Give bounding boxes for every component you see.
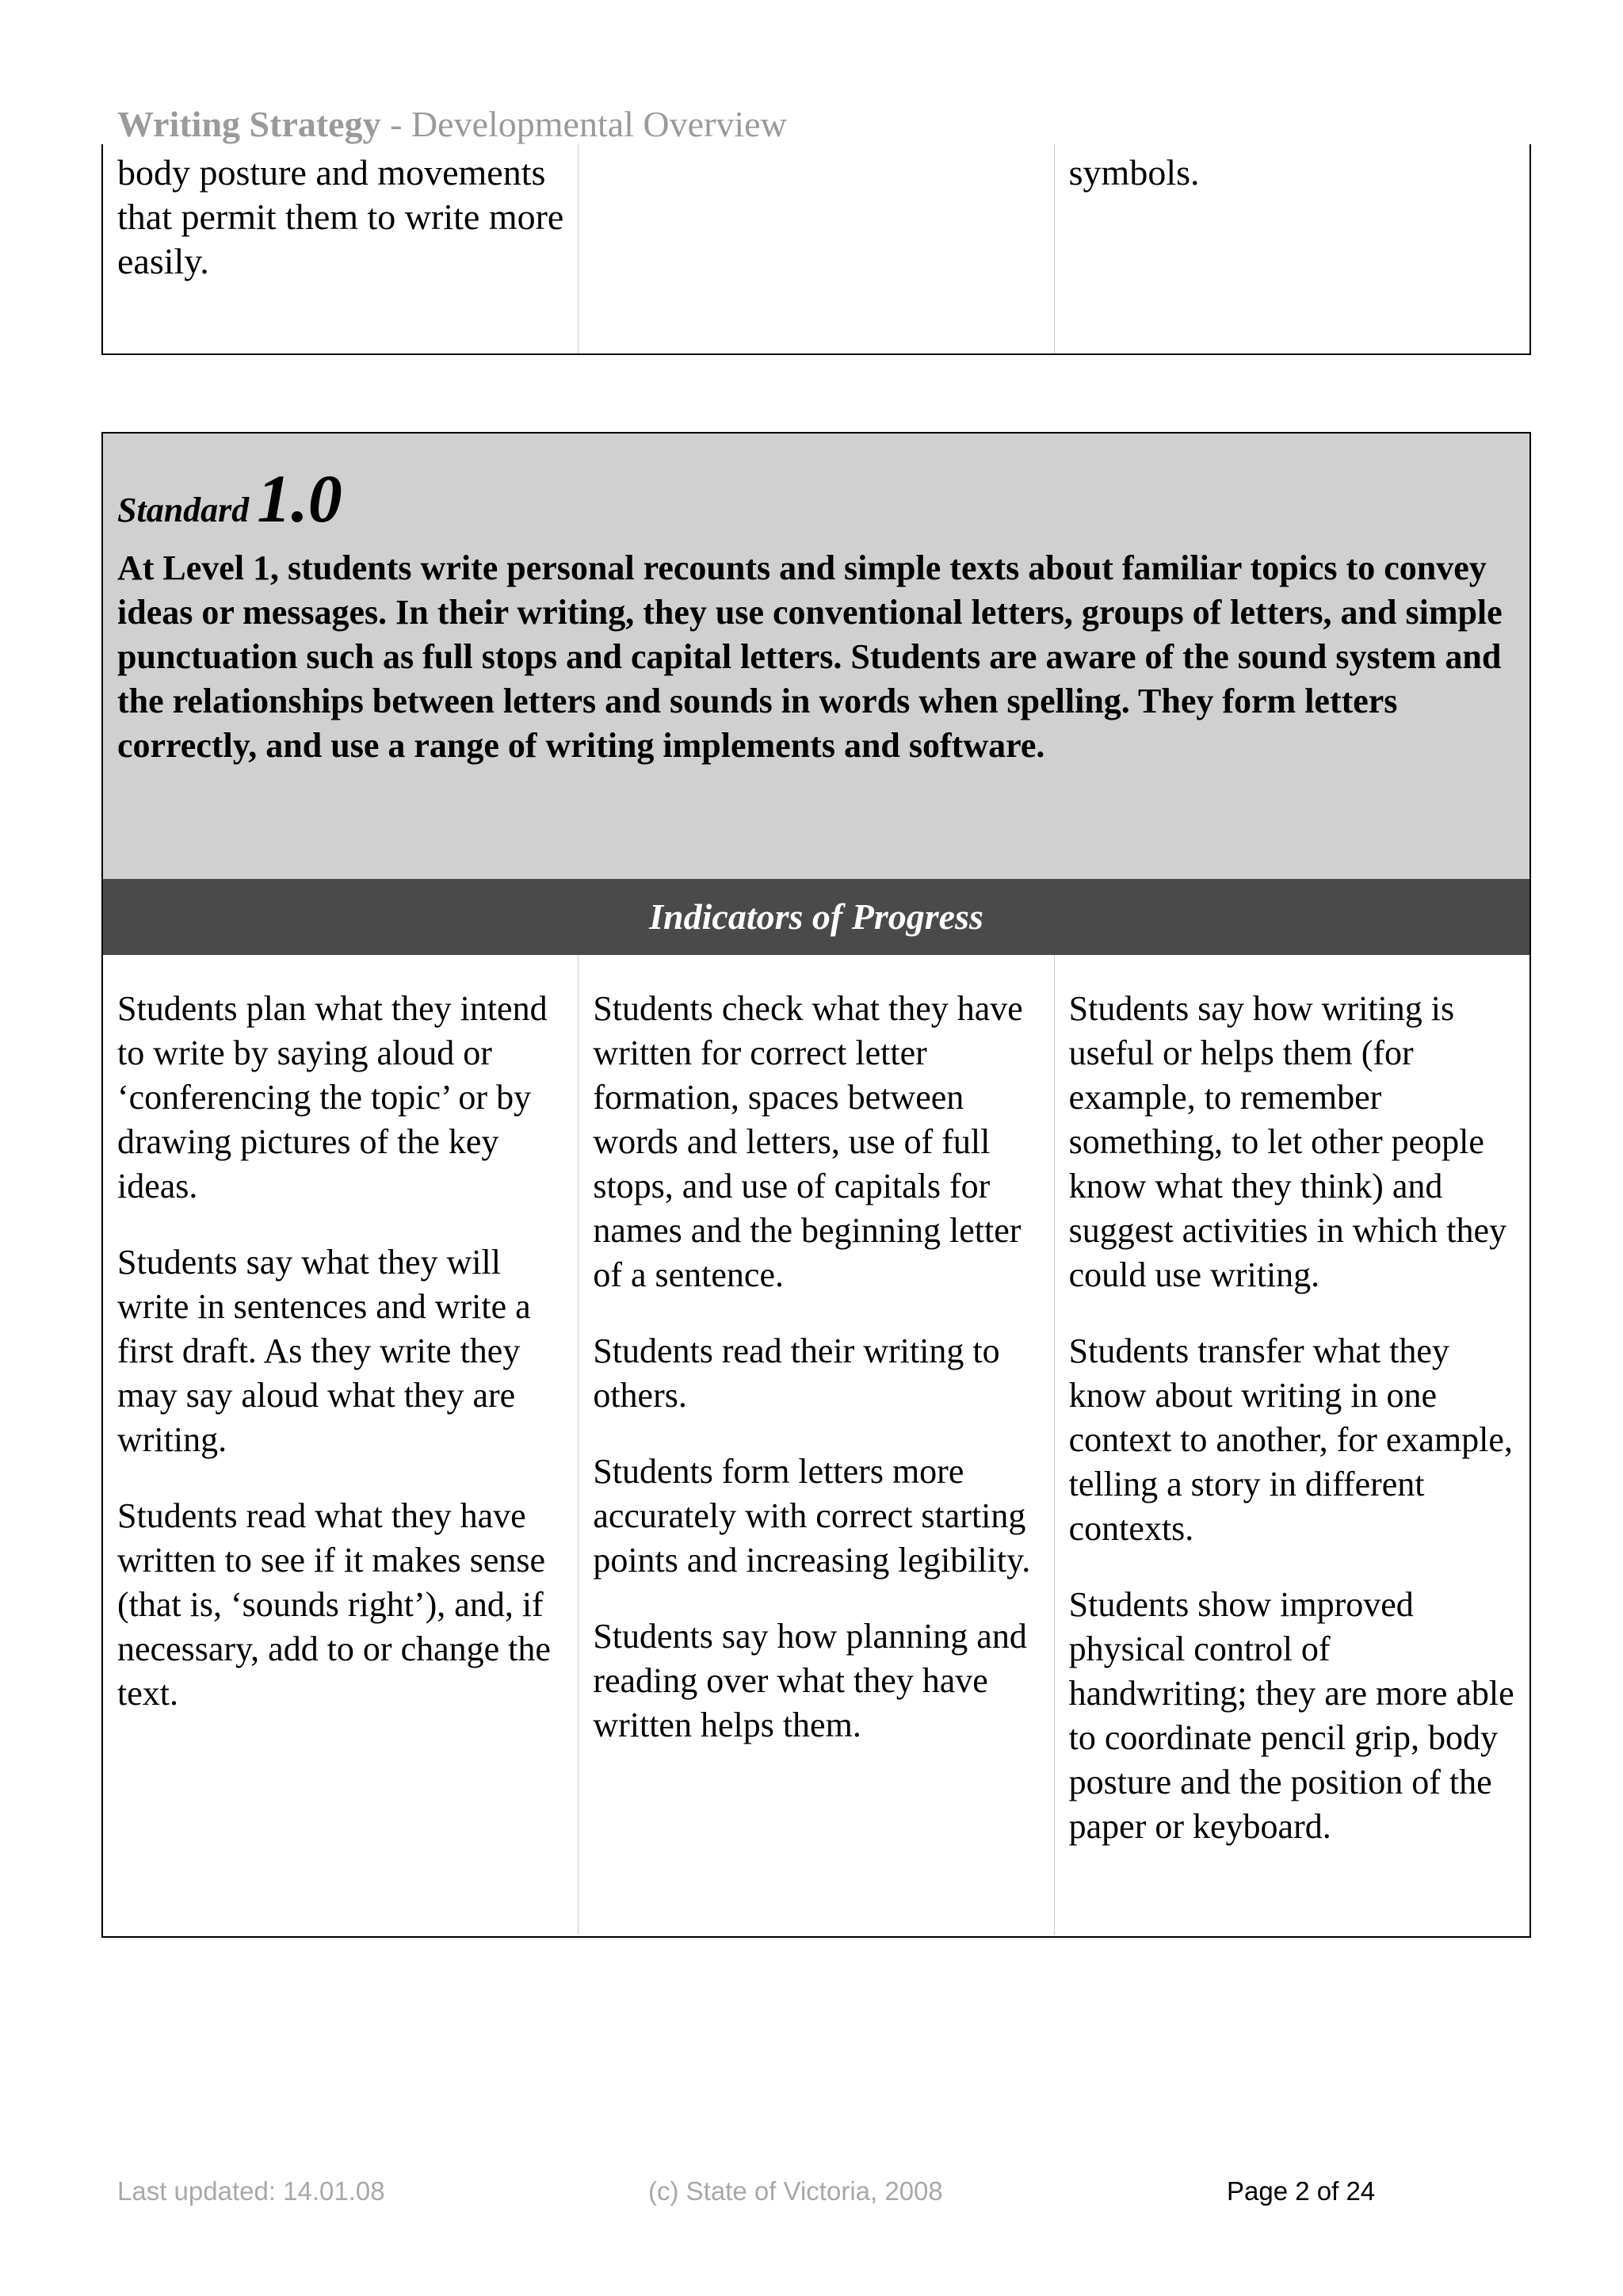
continued-col-2 bbox=[578, 144, 1053, 353]
header-title-rest: - Developmental Overview bbox=[380, 104, 787, 144]
indicator-item: Students plan what they intend to write by saying aloud or ‘conferencing the topic’ or by drawing pictures of the key ideas. bbox=[117, 989, 548, 1205]
continued-col-1: body posture and movements that permit them to write more easily. bbox=[117, 152, 564, 281]
indicator-item: Students say how planning and reading over what they have written helps them. bbox=[593, 1617, 1027, 1744]
indicator-item: Students say what they will write in sentences and write a first draft. As they write they may say aloud what they are writing. bbox=[117, 1243, 531, 1459]
indicator-item: Students form letters more accurately with correct starting points and increasing legibility. bbox=[593, 1452, 1031, 1580]
footer-page-number: Page 2 of 24 bbox=[1227, 2176, 1376, 2206]
indicators-heading: Indicators of Progress bbox=[103, 879, 1529, 955]
footer-last-updated: Last updated: 14.01.08 bbox=[117, 2176, 385, 2206]
standard-label: Standard bbox=[117, 491, 250, 529]
standard-number: 1.0 bbox=[257, 460, 342, 537]
indicator-item: Students transfer what they know about writing in one context to another, for example, telling a story in different contexts. bbox=[1068, 1331, 1513, 1548]
standard-header bbox=[103, 434, 1529, 879]
indicators-columns bbox=[103, 955, 1529, 1935]
continued-table bbox=[101, 144, 1531, 355]
indicators-col-3 bbox=[1054, 955, 1529, 1935]
standard-title bbox=[117, 451, 1515, 546]
indicator-item: Students read their writing to others. bbox=[593, 1331, 1000, 1415]
indicator-item: Students read what they have written to see if it makes sense (that is, ‘sounds right’), and, if necessary, add to or change the text. bbox=[117, 1496, 551, 1713]
footer-copyright: (c) State of Victoria, 2008 bbox=[648, 2176, 943, 2206]
header-title-bold: Writing Strategy bbox=[117, 104, 381, 144]
standard-description: At Level 1, students write personal recounts and simple texts about familiar topics to convey ideas or messages. In their writing, they use conventional letters, groups of letters, and simple punctuation such as full stops and capital letters. Students are aware of the sound system and the relationships between letters and sounds in words when spelling. They form letters correctly, and use a range of writing implements and software. bbox=[117, 548, 1503, 765]
continued-col-3: symbols. bbox=[1054, 144, 1529, 353]
indicator-item: Students say how writing is useful or helps them (for example, to remember something, to let other people know what they think) and suggest activities in which they could use writing. bbox=[1068, 989, 1507, 1294]
standard-table bbox=[101, 432, 1531, 1938]
indicator-item: Students check what they have written for correct letter formation, spaces between words and letters, use of full stops, and use of capitals for names and the beginning letter of a sentence. bbox=[593, 989, 1023, 1294]
indicator-item: Students show improved physical control of handwriting; they are more able to coordinate pencil grip, body posture and the position of the paper or keyboard. bbox=[1068, 1585, 1514, 1846]
indicators-col-2 bbox=[578, 955, 1053, 1935]
indicators-col-1 bbox=[103, 955, 578, 1935]
page-header bbox=[117, 103, 787, 145]
